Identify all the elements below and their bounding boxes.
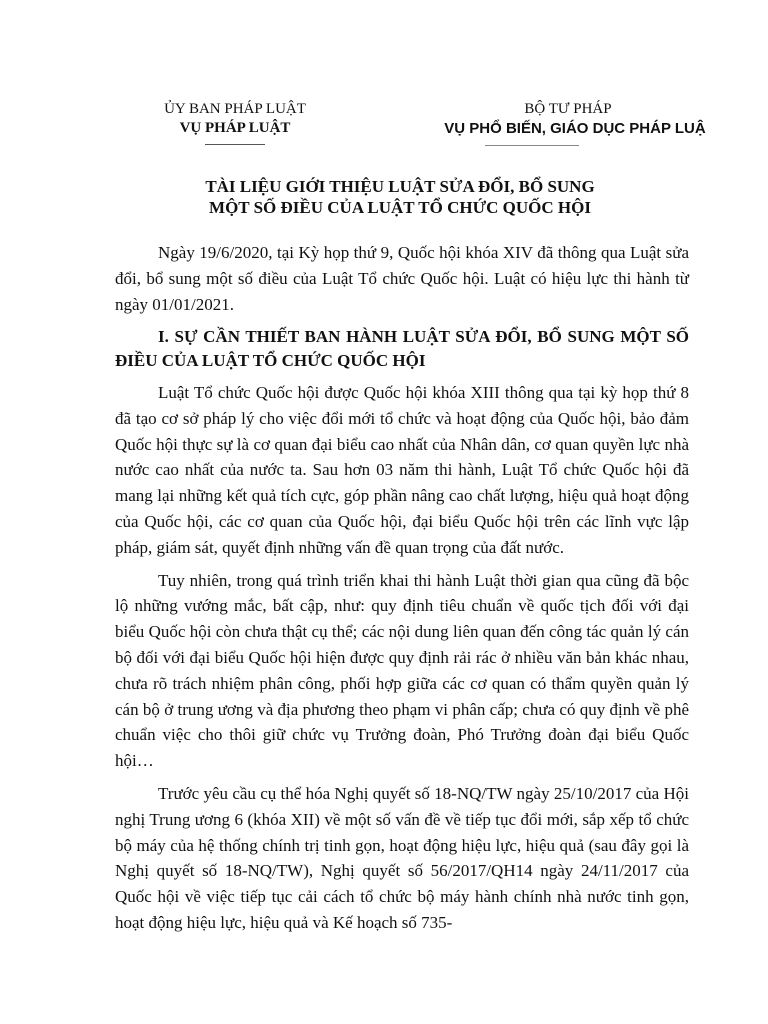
document-title-line2: MỘT SỐ ĐIỀU CỦA LUẬT TỔ CHỨC QUỐC HỘI (209, 198, 591, 217)
section-1-heading: I. SỰ CẦN THIẾT BAN HÀNH LUẬT SỬA ĐỔI, BỔ SUNG MỘT SỐ ĐIỀU CỦA LUẬT TỔ CHỨC QUỐC HỘI (115, 327, 689, 370)
issuer-right-department: VỤ PHỔ BIẾN, GIÁO DỤC PHÁP LUẬ (444, 120, 706, 137)
issuer-right-ministry: BỘ TƯ PHÁP (524, 101, 612, 117)
issuer-left-agency: ỦY BAN PHÁP LUẬT (164, 101, 306, 117)
section-1 (115, 325, 689, 943)
section-1-paragraph-2: Tuy nhiên, trong quá trình triển khai thi hành Luật thời gian qua cũng đã bộc lộ những vướng mắc, bất cập, như: quy định tiêu chuẩn về quốc tịch đối với đại biểu Quốc hội còn chưa thật cụ thể; các nội dung liên quan đến công tác quản lý cán bộ đối với đại biểu Quốc hội hiện được quy định rải rác ở nhiều văn bản khác nhau, chưa rõ trách nhiệm phân công, phối hợp giữa các cơ quan có thẩm quyền quản lý cán bộ ở trung ương và địa phương theo phạm vi phân cấp; chưa có quy định về phê chuẩn việc cho thôi giữ chức vụ Trưởng đoàn, Phó Trưởng đoàn đại biểu Quốc hội… (115, 570, 689, 771)
section-1-paragraph-1: Luật Tổ chức Quốc hội được Quốc hội khóa XIII thông qua tại kỳ họp thứ 8 đã tạo cơ sở pháp lý cho việc đổi mới tổ chức và hoạt động của Quốc hội, bảo đảm Quốc hội thực sự là cơ quan đại biểu cao nhất của Nhân dân, cơ quan quyền lực nhà nước cao nhất của nước ta. Sau hơn 03 năm thi hành, Luật Tổ chức Quốc hội đã mang lại những kết quả tích cực, góp phần nâng cao chất lượng, hiệu quả hoạt động của Quốc hội, các cơ quan của Quốc hội, đại biểu Quốc hội trên các lĩnh vực lập pháp, giám sát, quyết định những vấn đề quan trọng của đất nước. (115, 383, 689, 557)
issuer-left-department: VỤ PHÁP LUẬT (179, 120, 291, 136)
section-1-paragraph-3: Trước yêu cầu cụ thể hóa Nghị quyết số 18-NQ/TW ngày 25/10/2017 của Hội nghị Trung ương 6 (khóa XII) về một số vấn đề về tiếp tục đổi mới, sắp xếp tổ chức bộ máy của hệ thống chính trị tinh gọn, hoạt động hiệu lực, hiệu quả (sau đây gọi là Nghị quyết số 18-NQ/TW), Nghị quyết số 56/2017/QH14 ngày 24/11/2017 của Quốc hội về việc tiếp tục cải cách tổ chức bộ máy hành chính nhà nước tinh gọn, hoạt động hiệu lực, hiệu quả và Kế hoạch số 735- (115, 783, 689, 932)
issuer-right-underline (485, 145, 579, 146)
issuer-right (368, 100, 768, 139)
issuer-left (130, 100, 340, 138)
issuer-left-underline (205, 144, 265, 145)
document-title-line1: TÀI LIỆU GIỚI THIỆU LUẬT SỬA ĐỔI, BỔ SUNG (205, 177, 595, 196)
intro-paragraph: Ngày 19/6/2020, tại Kỳ họp thứ 9, Quốc hội khóa XIV đã thông qua Luật sửa đổi, bổ sung một số điều của Luật Tổ chức Quốc hội. Luật có hiệu lực thi hành từ ngày 01/01/2021. (115, 243, 689, 314)
document-title (100, 176, 700, 218)
intro-section (115, 240, 689, 324)
